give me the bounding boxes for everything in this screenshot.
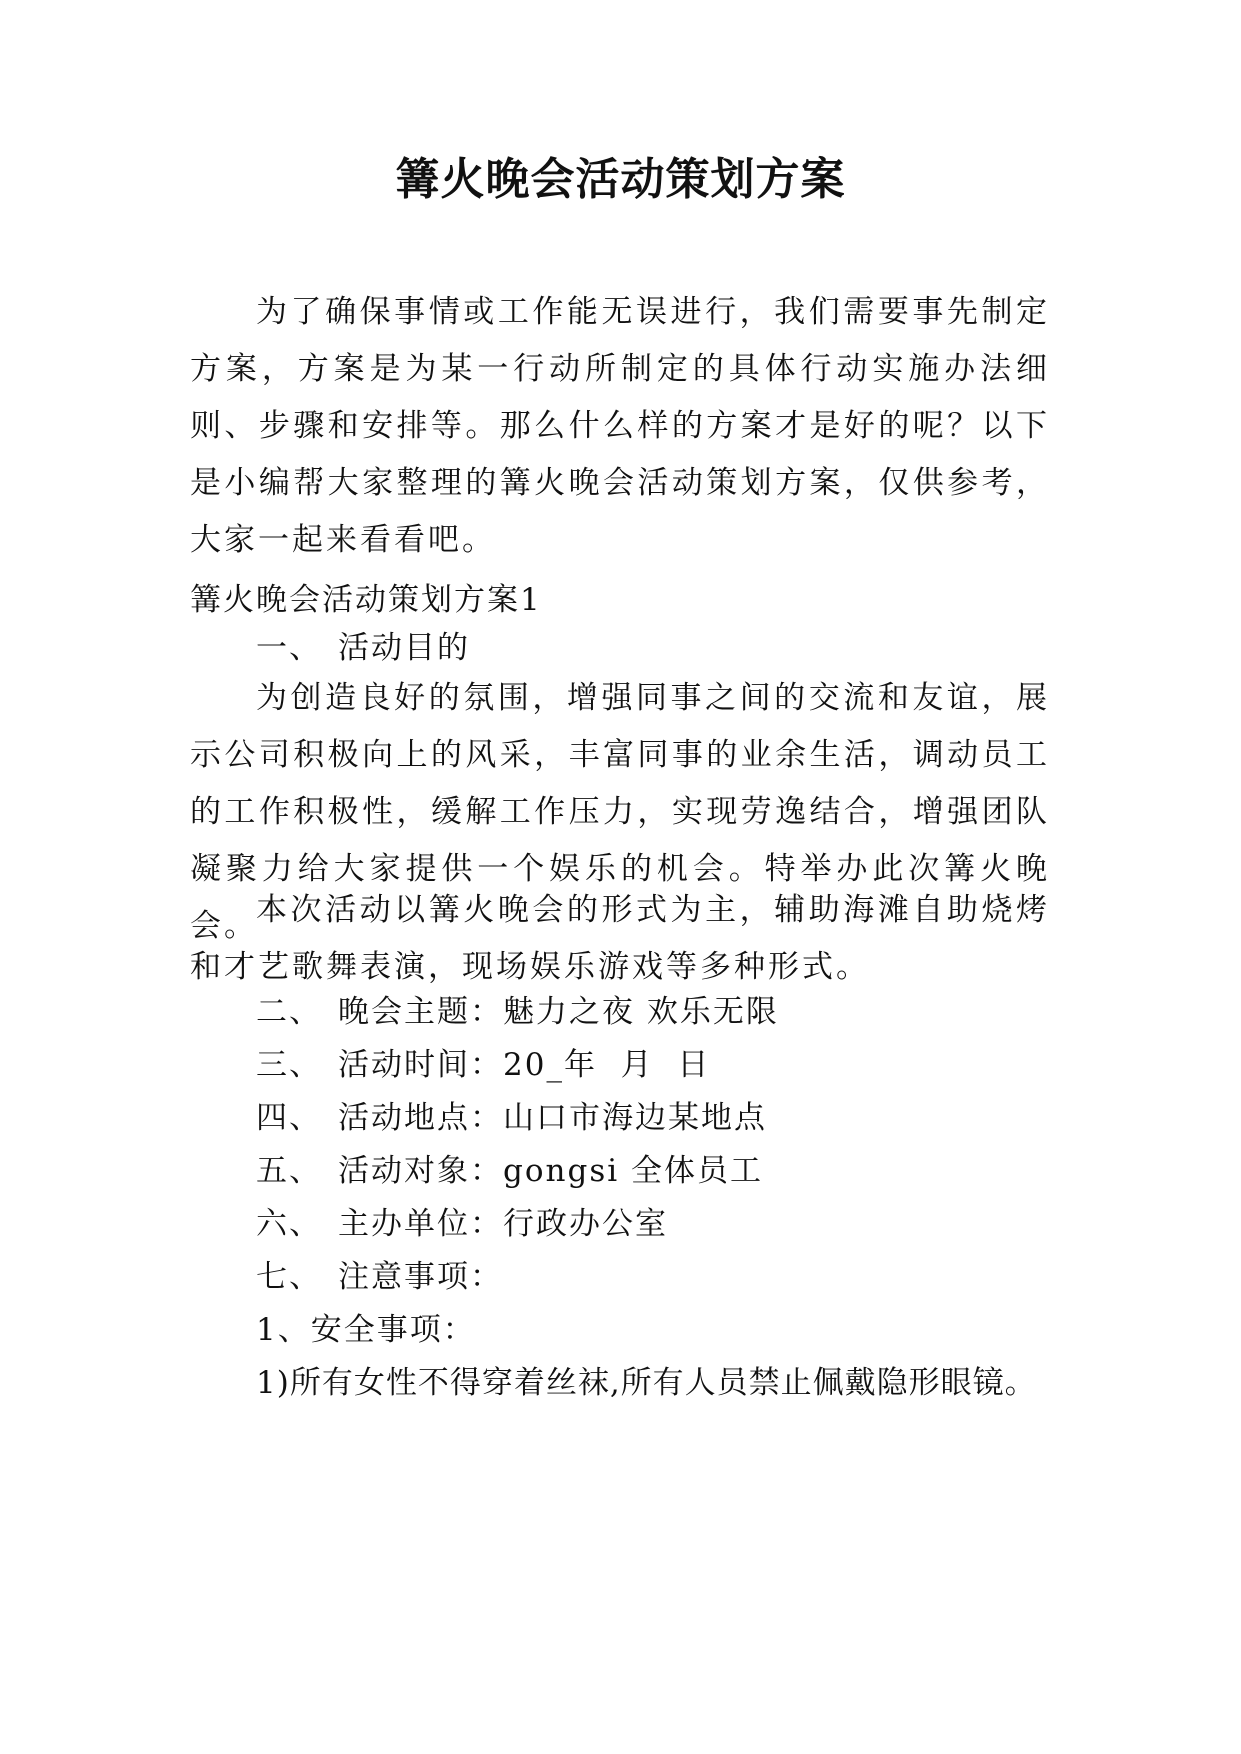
item-number: 二、 [256, 994, 322, 1030]
format-paragraph: 本次活动以篝火晚会的形式为主，辅助海滩自助烧烤和才艺歌舞表演，现场娱乐游戏等多种形式。 [190, 892, 1050, 985]
item-text: 主办单位：行政办公室 [338, 1206, 668, 1242]
item-number: 四、 [256, 1100, 322, 1136]
item-theme [256, 992, 1076, 1032]
item-number: 五、 [256, 1153, 322, 1189]
item-purpose [256, 628, 1076, 668]
item-notes [256, 1257, 1076, 1297]
intro-paragraph: 为了确保事情或工作能无误进行，我们需要事先制定方案，方案是为某一行动所制定的具体行动实施办法细则、步骤和安排等。那么什么样的方案才是好的呢？以下是小编帮大家整理的篝火晚会活动策划方案，仅供参考，大家一起来看看吧。 [190, 294, 1050, 558]
item-organizer [256, 1204, 1076, 1244]
safety-heading: 1、安全事项： [256, 1312, 476, 1348]
item-audience [256, 1151, 1076, 1191]
section-heading: 篝火晚会活动策划方案1 [190, 582, 542, 618]
item-number: 一、 [256, 630, 322, 666]
item-text: 注意事项： [338, 1259, 503, 1295]
item-text: 晚会主题：魅力之夜 欢乐无限 [338, 994, 779, 1030]
item-text: 活动时间：20_年 月 日 [338, 1047, 711, 1083]
purpose-paragraph: 为创造良好的氛围，增强同事之间的交流和友谊，展示公司积极向上的风采，丰富同事的业余生活，调动员工的工作积极性，缓解工作压力，实现劳逸结合，增强团队凝聚力给大家提供一个娱乐的机会。特举办此次篝火晚会。 [190, 680, 1050, 944]
document-title: 篝火晚会活动策划方案 [395, 154, 846, 205]
item-number: 六、 [256, 1206, 322, 1242]
item-number: 三、 [256, 1047, 322, 1083]
item-location [256, 1098, 1076, 1138]
item-text: 活动对象：gongsi 全体员工 [338, 1153, 763, 1189]
item-number: 七、 [256, 1259, 322, 1295]
safety-item-1: 1)所有女性不得穿着丝袜,所有人员禁止佩戴隐形眼镜。 [256, 1365, 1037, 1401]
item-text: 活动地点：山口市海边某地点 [338, 1100, 767, 1136]
item-time [256, 1045, 1076, 1085]
item-text: 活动目的 [338, 630, 470, 666]
